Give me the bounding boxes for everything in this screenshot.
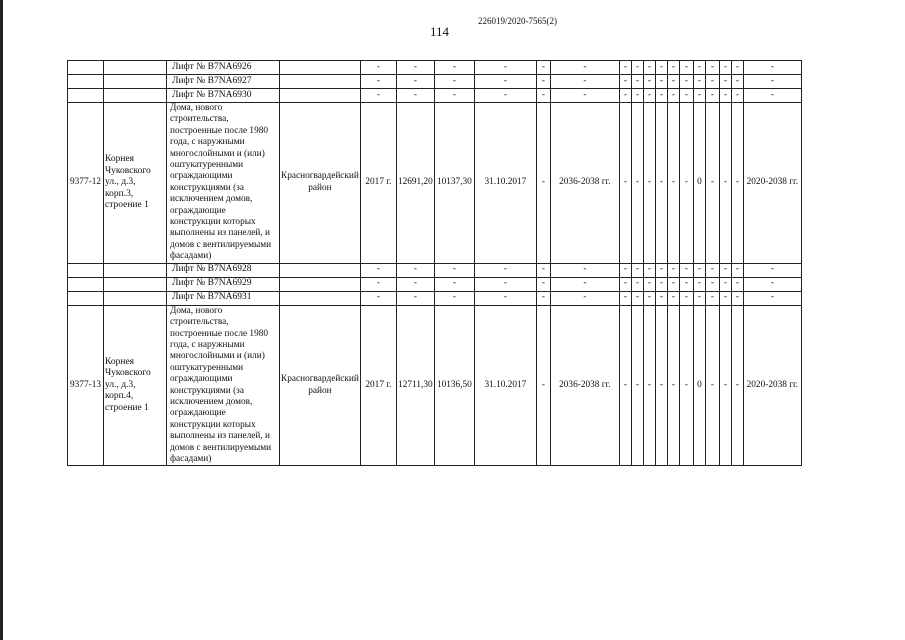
table-cell: - (719, 89, 731, 103)
table-cell: - (705, 305, 719, 466)
table-cell: 2020-2038 гг. (743, 305, 801, 466)
table-cell: - (667, 277, 679, 291)
table-cell: - (550, 277, 619, 291)
table-cell: - (667, 305, 679, 466)
table-cell: - (679, 277, 693, 291)
lift-row (68, 263, 802, 277)
table-cell: 31.10.2017 (474, 103, 536, 264)
table-cell: - (693, 277, 705, 291)
table-cell: - (667, 103, 679, 264)
table-cell: - (679, 305, 693, 466)
table-cell: - (434, 291, 474, 305)
table-cell: Корнея Чуковского ул., д.3, корп.4, строение 1 (104, 305, 167, 466)
table-cell: - (550, 75, 619, 89)
table-cell: - (631, 61, 643, 75)
table-cell: - (679, 89, 693, 103)
table-cell: - (643, 263, 655, 277)
table-cell: - (619, 277, 631, 291)
lift-row (68, 61, 802, 75)
table-cell: - (360, 277, 396, 291)
table-cell: - (667, 61, 679, 75)
table-cell: - (396, 61, 434, 75)
lift-row (68, 291, 802, 305)
table-cell: - (705, 103, 719, 264)
table-cell: - (655, 103, 667, 264)
table-cell: - (719, 291, 731, 305)
table-cell: - (679, 263, 693, 277)
table-cell: Корнея Чуковского ул., д.3, корп.3, строение 1 (104, 103, 167, 264)
table-cell: - (731, 291, 743, 305)
table-cell: - (474, 263, 536, 277)
table-cell: - (396, 263, 434, 277)
table-cell (68, 291, 104, 305)
table-cell: - (536, 61, 550, 75)
table-cell: - (474, 61, 536, 75)
table-cell: - (719, 277, 731, 291)
table-cell: 31.10.2017 (474, 305, 536, 466)
table-cell: - (396, 291, 434, 305)
table-cell: 12691,20 (396, 103, 434, 264)
table-cell (68, 263, 104, 277)
table-cell: - (693, 75, 705, 89)
table-cell: - (705, 89, 719, 103)
table-cell: Дома, нового строительства, построенные после 1980 года, с наружными многослойными и (или) оштукатуренными ограждающими конструкциями (за исключением домов, ограждающие конструкции которых выполнены из панелей, и домов с вентилируемыми фасадами) (167, 305, 280, 466)
table-cell: 2017 г. (360, 305, 396, 466)
table-cell: - (631, 75, 643, 89)
register-table (67, 60, 802, 466)
table-cell: - (643, 89, 655, 103)
table-cell: - (643, 277, 655, 291)
table-cell: - (631, 263, 643, 277)
table-cell (104, 263, 167, 277)
table-cell: 9377-13 (68, 305, 104, 466)
table-cell: - (693, 263, 705, 277)
table-cell: - (474, 75, 536, 89)
table-cell: 2036-2038 гг. (550, 103, 619, 264)
table-cell: - (536, 305, 550, 466)
table-cell: 2020-2038 гг. (743, 103, 801, 264)
scan-edge-line (0, 0, 3, 640)
table-cell: - (536, 291, 550, 305)
table-cell: Лифт № B7NA6927 (167, 75, 280, 89)
table-cell: - (679, 75, 693, 89)
table-cell (280, 277, 361, 291)
table-cell: - (619, 61, 631, 75)
table-cell: - (667, 291, 679, 305)
lift-row (68, 277, 802, 291)
table-cell: - (360, 263, 396, 277)
table-cell: - (434, 89, 474, 103)
table-cell: Красногвардейский район (280, 103, 361, 264)
table-cell: - (719, 103, 731, 264)
table-cell: - (743, 291, 801, 305)
table-cell: - (719, 263, 731, 277)
table-cell: - (619, 89, 631, 103)
table-cell (68, 75, 104, 89)
table-cell (280, 291, 361, 305)
table-cell: - (360, 291, 396, 305)
table-cell (280, 89, 361, 103)
table-cell: - (396, 277, 434, 291)
lift-row (68, 75, 802, 89)
table-cell: - (679, 103, 693, 264)
table-cell: - (655, 61, 667, 75)
table-cell: - (631, 89, 643, 103)
table-cell: - (719, 305, 731, 466)
table-cell: - (743, 75, 801, 89)
table-cell: - (360, 75, 396, 89)
table-cell: - (655, 305, 667, 466)
table-cell: - (705, 277, 719, 291)
table-cell (68, 89, 104, 103)
table-cell: Лифт № B7NA6930 (167, 89, 280, 103)
table-cell: - (474, 291, 536, 305)
table-cell: - (631, 305, 643, 466)
table-cell: - (655, 89, 667, 103)
table-cell: 2036-2038 гг. (550, 305, 619, 466)
table-cell: - (643, 291, 655, 305)
table-cell: - (434, 263, 474, 277)
table-cell: - (643, 103, 655, 264)
table-cell: - (679, 291, 693, 305)
table-cell (104, 291, 167, 305)
table-cell (68, 277, 104, 291)
table-cell: - (631, 103, 643, 264)
table-cell: - (631, 277, 643, 291)
table-cell: - (643, 75, 655, 89)
table-cell: - (743, 277, 801, 291)
table-cell: - (705, 291, 719, 305)
building-row (68, 103, 802, 264)
table-cell: - (536, 277, 550, 291)
table-cell: - (536, 75, 550, 89)
table-cell: - (731, 305, 743, 466)
table-cell: - (655, 75, 667, 89)
table-cell: Лифт № B7NA6926 (167, 61, 280, 75)
table-cell: - (360, 61, 396, 75)
table-cell: - (655, 263, 667, 277)
table-cell: Лифт № B7NA6928 (167, 263, 280, 277)
table-cell: - (619, 75, 631, 89)
table-cell: - (705, 61, 719, 75)
table-cell: 10136,50 (434, 305, 474, 466)
table-cell: - (536, 103, 550, 264)
table-cell: - (743, 61, 801, 75)
table-cell: - (731, 277, 743, 291)
table-cell: - (731, 103, 743, 264)
table-cell: - (743, 89, 801, 103)
table-cell: - (731, 263, 743, 277)
table-cell: - (643, 305, 655, 466)
table-cell: - (655, 291, 667, 305)
page-number: 114 (430, 24, 450, 39)
table-cell (280, 75, 361, 89)
table-cell: - (667, 75, 679, 89)
table-cell: - (550, 291, 619, 305)
table-cell: Красногвардейский район (280, 305, 361, 466)
table-cell (104, 89, 167, 103)
building-row (68, 305, 802, 466)
table-cell: 9377-12 (68, 103, 104, 264)
table-cell: - (693, 89, 705, 103)
table-cell: - (396, 89, 434, 103)
table-cell: - (667, 263, 679, 277)
table-cell (280, 61, 361, 75)
table-cell: - (536, 89, 550, 103)
table-cell (280, 263, 361, 277)
table-cell: 2017 г. (360, 103, 396, 264)
table-cell (104, 277, 167, 291)
table-cell: - (434, 61, 474, 75)
table-cell: - (434, 75, 474, 89)
table-cell: - (655, 277, 667, 291)
table-cell: - (667, 89, 679, 103)
lift-row (68, 89, 802, 103)
table-cell: - (705, 263, 719, 277)
table-cell: Лифт № B7NA6929 (167, 277, 280, 291)
document-code: 226019/2020-7565(2) (478, 16, 557, 26)
table-cell: - (719, 61, 731, 75)
table-cell: - (619, 263, 631, 277)
table-cell: - (360, 89, 396, 103)
table-cell: - (474, 89, 536, 103)
table-cell: Лифт № B7NA6931 (167, 291, 280, 305)
table-cell: 0 (693, 305, 705, 466)
table-cell: - (731, 75, 743, 89)
table-cell: - (743, 263, 801, 277)
table-cell: - (631, 291, 643, 305)
table-cell: - (619, 305, 631, 466)
table-cell: - (719, 75, 731, 89)
table-cell (68, 61, 104, 75)
table-cell: - (693, 61, 705, 75)
table-cell: - (474, 277, 536, 291)
table-cell: - (550, 89, 619, 103)
table-cell: - (434, 277, 474, 291)
table-cell: - (619, 291, 631, 305)
table-cell: - (693, 291, 705, 305)
table-cell: - (619, 103, 631, 264)
table-cell: - (731, 89, 743, 103)
table-cell: - (396, 75, 434, 89)
table-cell: 0 (693, 103, 705, 264)
table-cell: - (536, 263, 550, 277)
table-cell (104, 61, 167, 75)
table-cell: - (643, 61, 655, 75)
table-cell: - (550, 61, 619, 75)
table-cell: - (731, 61, 743, 75)
table-cell: - (550, 263, 619, 277)
table-cell: Дома, нового строительства, построенные после 1980 года, с наружными многослойными и (или) оштукатуренными ограждающими конструкциями (за исключением домов, ограждающие конструкции которых выполнены из панелей, и домов с вентилируемыми фасадами) (167, 103, 280, 264)
table-cell: 12711,30 (396, 305, 434, 466)
table-cell: - (705, 75, 719, 89)
table-cell (104, 75, 167, 89)
table-cell: 10137,30 (434, 103, 474, 264)
table-cell: - (679, 61, 693, 75)
